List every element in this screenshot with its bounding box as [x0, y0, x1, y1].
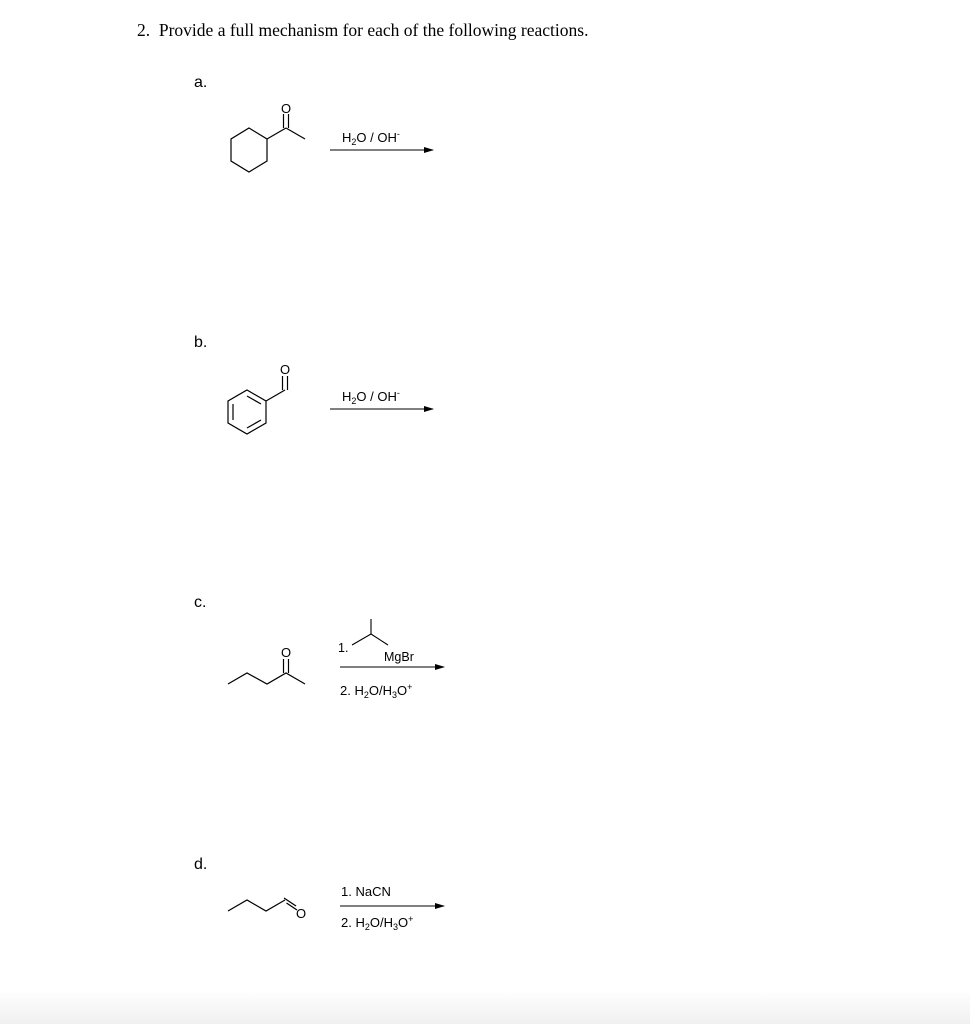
step2-c: 2. $H_2O/H_3O^+$	[340, 682, 413, 700]
oxygen-atom-b: O	[279, 362, 291, 377]
question-number: 2.	[137, 20, 151, 40]
step1-number-c: 1.	[338, 641, 349, 655]
conditions-b: $H_2O / OH^-$	[342, 388, 400, 406]
step2-d: 2. $H_2O/H_3O^+$	[341, 914, 414, 932]
oxygen-atom-a: O	[280, 101, 292, 116]
structure-d-butanal	[228, 898, 297, 911]
conditions-a: $H_2O / OH^-$	[342, 129, 400, 147]
structure-c-isopropyl-grignard	[352, 619, 388, 645]
part-d-label: d.	[194, 856, 208, 873]
structure-a-cyclohexyl-methyl-ketone	[231, 114, 305, 172]
structure-b-benzaldehyde	[228, 376, 288, 434]
step1-d: 1. NaCN	[341, 884, 391, 899]
grignard-mgbr: MgBr	[384, 650, 414, 664]
part-b-label: b.	[194, 334, 208, 351]
oxygen-atom-c: O	[280, 645, 292, 660]
oxygen-atom-d: O	[295, 906, 307, 921]
page-bottom-edge	[0, 990, 970, 1024]
part-a-label: a.	[194, 74, 208, 91]
structure-c-2-pentanone	[228, 659, 305, 684]
question-text: Provide a full mechanism for each of the following reactions.	[158, 20, 589, 40]
part-c-label: c.	[194, 594, 207, 611]
